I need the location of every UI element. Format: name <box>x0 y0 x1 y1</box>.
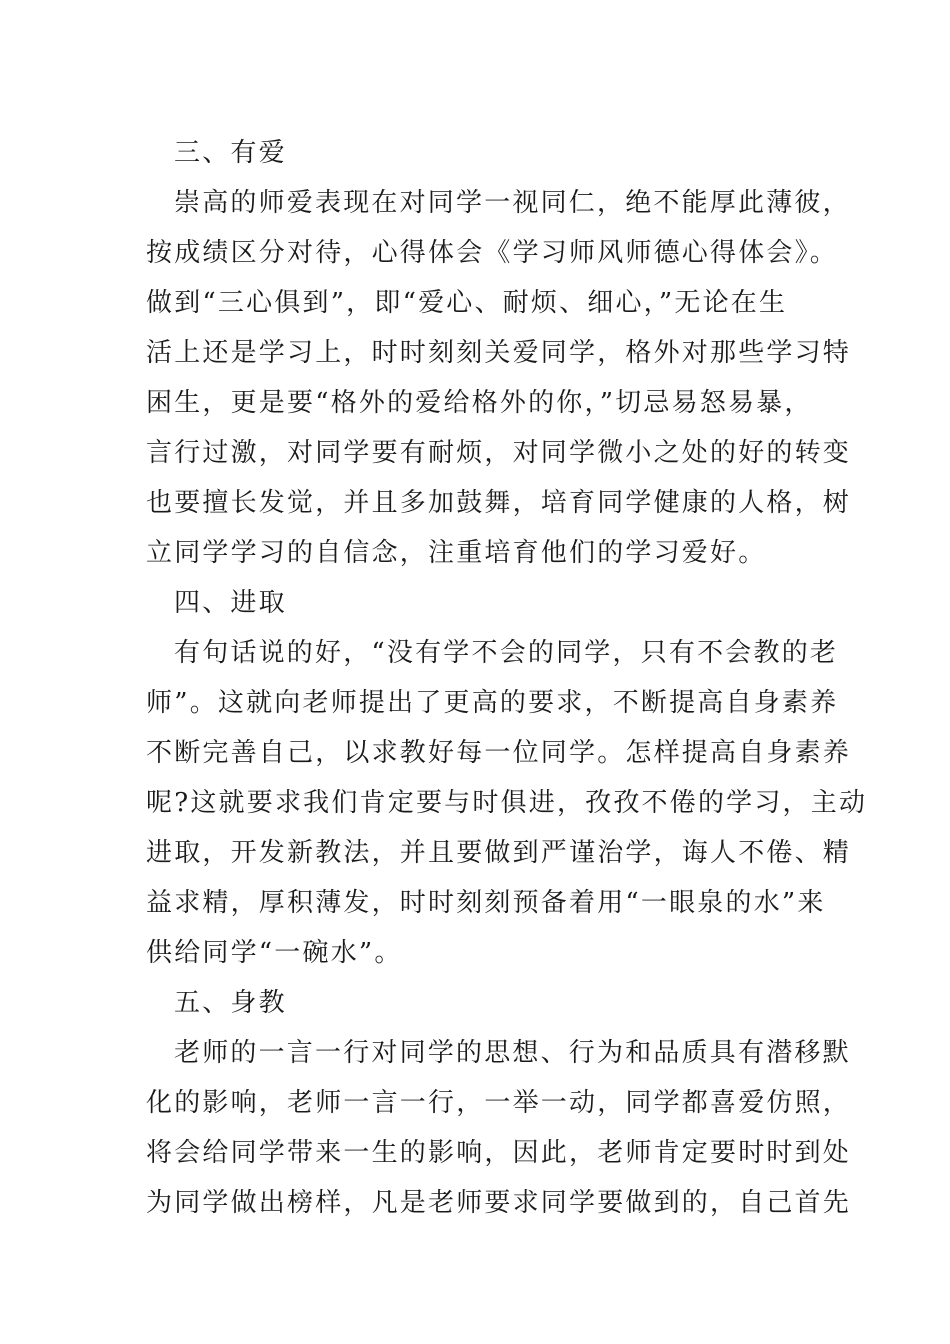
paragraph-line: 做到“三心俱到”，即“爱心、耐烦、细心，”无论在生 <box>146 288 788 318</box>
paragraph-line: 益求精，厚积薄发，时时刻刻预备着用“一眼泉的水”来 <box>146 888 826 918</box>
paragraph-line: 供给同学“一碗水”。 <box>146 938 403 968</box>
paragraph-line: 不断完善自己，以求教好每一位同学。怎样提高自身素养 <box>146 738 852 768</box>
paragraph-line: 进取，开发新教法，并且要做到严谨治学，诲人不倦、精 <box>146 838 852 868</box>
paragraph-line: 有句话说的好，“没有学不会的同学，只有不会教的老 <box>174 638 839 668</box>
paragraph-line: 老师的一言一行对同学的思想、行为和品质具有潜移默 <box>174 1038 851 1068</box>
section-heading-4: 四、进取 <box>174 588 287 618</box>
paragraph-line: 崇高的师爱表现在对同学一视同仁，绝不能厚此薄彼， <box>174 188 851 218</box>
paragraph-line: 立同学学习的自信念，注重培育他们的学习爱好。 <box>146 538 767 568</box>
paragraph-line: 言行过激，对同学要有耐烦，对同学微小之处的好的转变 <box>146 438 852 468</box>
paragraph-line: 呢?这就要求我们肯定要与时俱进，孜孜不倦的学习，主动 <box>146 788 868 818</box>
paragraph-line: 也要擅长发觉，并且多加鼓舞，培育同学健康的人格，树 <box>146 488 852 518</box>
paragraph-line: 化的影响，老师一言一行，一举一动，同学都喜爱仿照， <box>146 1088 852 1118</box>
paragraph-line: 为同学做出榜样，凡是老师要求同学要做到的，自己首先 <box>146 1188 852 1218</box>
paragraph-line: 按成绩区分对待，心得体会《学习师风师德心得体会》。 <box>146 238 839 268</box>
section-heading-5: 五、身教 <box>174 988 287 1018</box>
section-heading-3: 三、有爱 <box>174 138 287 168</box>
paragraph-line: 困生，更是要“格外的爱给格外的你，”切忌易怒易暴， <box>146 388 813 418</box>
paragraph-line: 师”。这就向老师提出了更高的要求，不断提高自身素养 <box>146 688 839 718</box>
paragraph-line: 活上还是学习上，时时刻刻关爱同学，格外对那些学习特 <box>146 338 852 368</box>
paragraph-line: 将会给同学带来一生的影响，因此，老师肯定要时时到处 <box>146 1138 852 1168</box>
